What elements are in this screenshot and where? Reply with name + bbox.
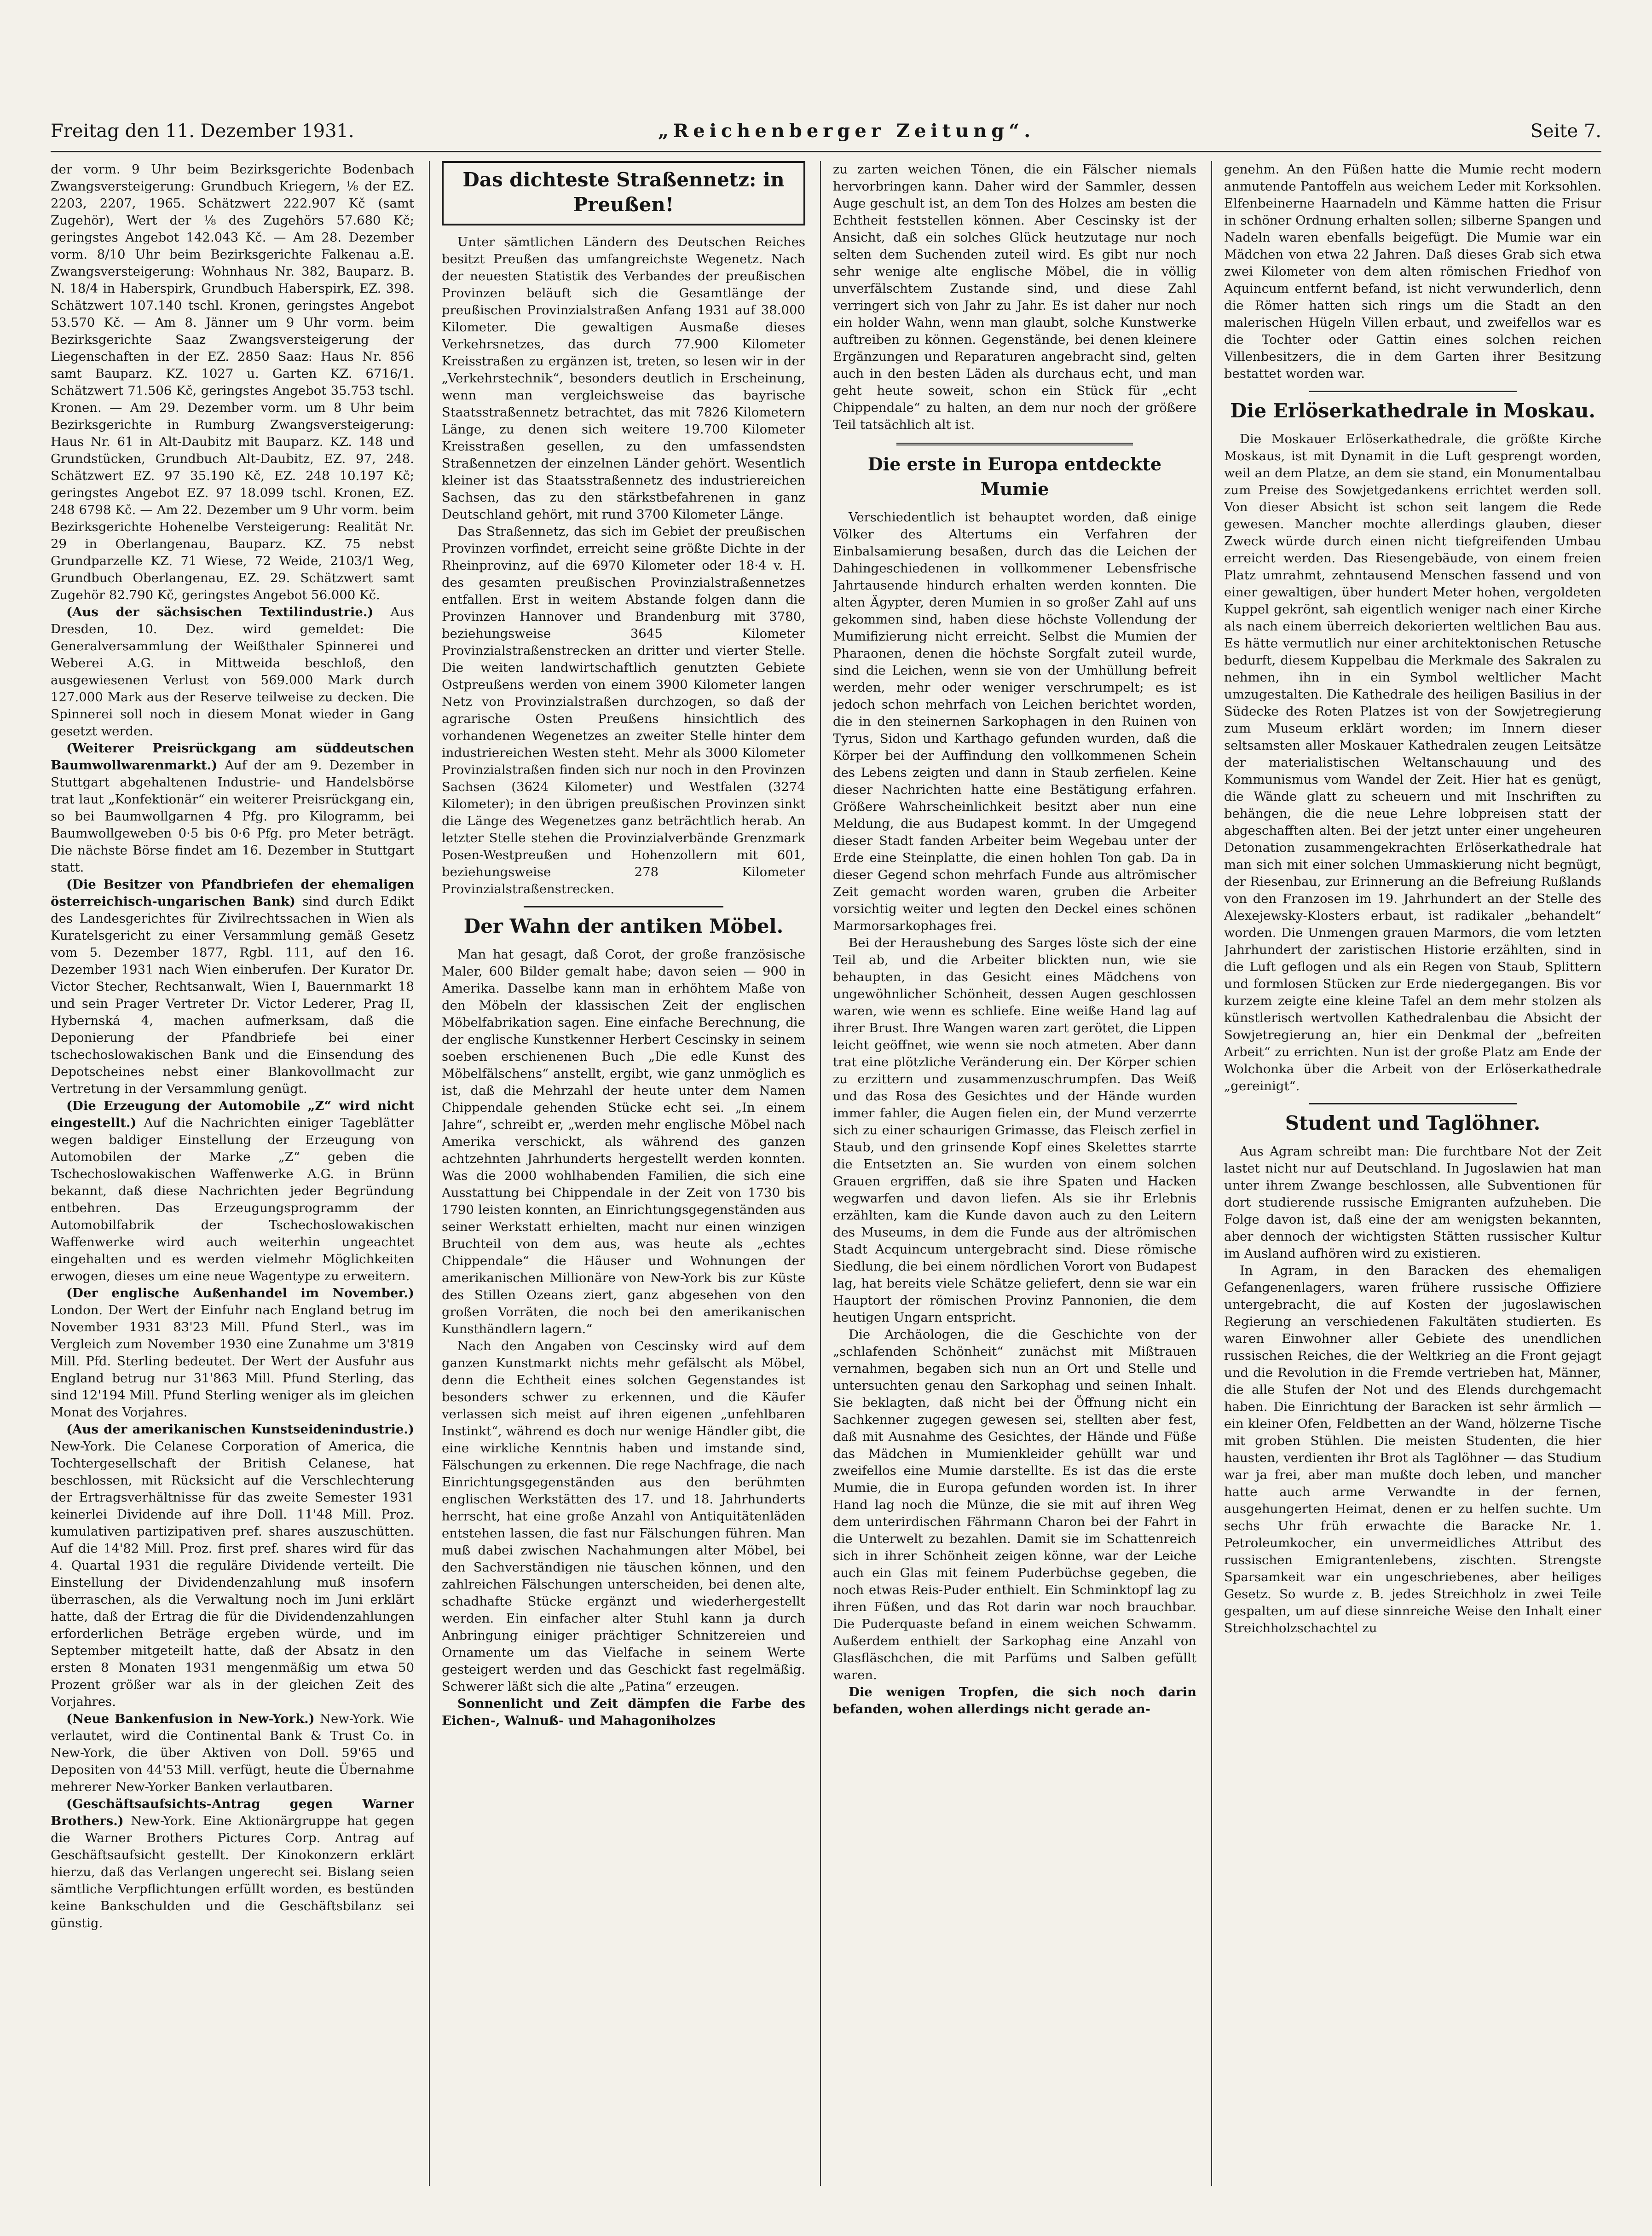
news-item-title: (Die Erzeugung der Automobile „Z“ wird nicht eingestellt.) xyxy=(51,1098,414,1130)
article-text: In Agram, in den Baracken des ehemaligen Gefangenenlagers, waren frühere russische Offiziere untergebracht, die auf Kosten der jugoslawischen Regierung an verschiedenen Fakultäten studierten. Es waren Einwohner aller Gebiete des unendlichen russischen Reiches, die der Weltkrieg an die Front gejagt und die Revolution in die Fremde vertrieben hat, Männer, die alle Stufen der Not und des Elends durchgemacht haben. Die Einrichtung der Baracken ist sehr ärmlich — ein kleiner Ofen, Feldbetten an der Wand, hölzerne Tische mit groben Stühlen. Die meisten Studenten, die hier hausten, verdienten ihr Brot als Taglöhner — das Studium war ja frei, aber man mußte doch leben, und mancher hatte auch arme Verwandte in der fernen, ausgehungerten Heimat, denen er zu helfen suchte. Um sechs Uhr früh erwachte die Baracke Nr. 1. Petroleumkocher, ein unvermeidliches Attribut des russischen Emigrantenlebens, zischten. Strengste Sparsamkeit war ein ungeschriebenes, aber heiliges Gesetz. So wurde z. B. jedes Streichholz in zwei Teile gespalten, um auf diese sinnreiche Weise den Inhalt einer Streichholzschachtel zu xyxy=(1224,1263,1601,1635)
column-divider xyxy=(429,161,430,2186)
article-text: Verschiedentlich ist behauptet worden, daß einige Völker des Altertums ein Verfahren der Einbalsamierung besaßen, durch das die Leichen der Dahingeschiedenen in vollkommener Lebensfrische Jahrtausende hindurch erhalten werden konnten. Die alten Ägypter, deren Mumien in so großer Zahl auf uns gekommen sind, haben diese höchste Vollendung der Mumifizierung nicht erreicht. Selbst die Mumien der Pharaonen, denen die höchste Sorgfalt zuteil wurde, sind die Leichen, wenn sie von der Umhüllung befreit werden, mehr oder weniger verschrumpelt; es ist jedoch schon mehrfach von Leichen berichtet worden, die in den steinernen Sarkophagen in den Ruinen von Tyrus, Sidon und Karthago gefunden wurden, daß die Körper bei der Auffindung den vollkommenen Schein des Lebens zeigten und dann in Staub zerfielen. Keine dieser Nachrichten hatte eine Bestätigung erfahren. Größere Wahrscheinlichkeit besitzt aber nun eine Meldung, die aus Budapest kommt. In der Umgegend dieser Stadt fanden Arbeiter beim Wegebau unter der Erde eine Steinplatte, die einen hohlen Ton gab. Da in dieser Gegend schon mehrfach Funde aus altrömischer Zeit gemacht worden waren, gruben die Arbeiter vorsichtig weiter und legten den Deckel eines schönen Marmorsarkophages frei. xyxy=(833,510,1196,933)
news-item xyxy=(51,1285,414,1421)
news-item xyxy=(51,740,414,876)
article-text: Das Straßennetz, das sich im Gebiet der preußischen Provinzen vorfindet, erreicht seine größte Dichte in der Rheinprovinz, auf die 6970 Kilometer oder 18·4 v. H. des gesamten preußischen Provinzialstraßennetzes entfallen. Erst in weitem Abstande folgen dann die Provinzen Hannover und Brandenburg mit 3780, beziehungsweise 3645 Kilometer Provinzialstraßenstrecken an dritter und vierter Stelle. Die weiten landwirtschaftlich genutzten Gebiete Ostpreußens werden von einem 3900 Kilometer langen Netz von Provinzialstraßen durchzogen, so daß der agrarische Osten Preußens hinsichtlich des vorhandenen Wegenetzes an zweiter Stelle hinter dem industriereichen Westen steht. Mehr als 3000 Kilometer Provinzialstraßen finden sich nur noch in den Provinzen Sachsen (3624 Kilometer) und Westfalen (3274 Kilometer); in den übrigen preußischen Provinzen sinkt die Länge des Wegenetzes ganz beträchtlich herab. An letzter Stelle stehen die Provinzialverbände Grenzmark Posen-Westpreußen und Hohenzollern mit 601, beziehungsweise 278 Kilometer Provinzialstraßenstrecken. xyxy=(442,524,805,896)
newspaper-title: „Reichenberger Zeitung“. xyxy=(658,120,1035,142)
news-item xyxy=(51,1098,414,1285)
headline-box xyxy=(442,161,805,225)
article-text: der vorm. 9 Uhr beim Bezirksgerichte Bodenbach Zwangsversteigerung: Grundbuch Kriegern, ⅛ der EZ. 2203, 2207, 1965. Schätzwert 222.907 Kč (samt Zugehör), Wert der ⅛ des Zugehörs 57.680 Kč; geringstes Angebot 142.043 Kč. — Am 28. Dezember vorm. 8/10 Uhr beim Bezirksgerichte Falkenau a.E. Zwangsversteigerung: Wohnhaus Nr. 382, Bauparz. B. N. 18/4 in Haberspirk, Grundbuch Haberspirk, EZ. 398. Schätzwert 107.140 tschl. Kronen, geringstes Angebot 53.570 Kč. — Am 8. Jänner um 9 Uhr vorm. beim Bezirksgerichte Saaz Zwangsversteigerung der Liegenschaften in der EZ. 2850 Saaz: Haus Nr. 856 samt Bauparz. KZ. 1027 u. Garten KZ. 6716/1. Schätzwert 71.506 Kč, geringstes Angebot 35.753 tschl. Kronen. — Am 29. Dezember vorm. um 8 Uhr beim Bezirksgerichte in Rumburg Zwangsversteigerung: Haus Nr. 61 in Alt-Daubitz mit Bauparz. KZ. 148 und Grundstücken, Grundbuch Alt-Daubitz, EZ. 97, 248. Schätzwert EZ. 97 35.190 Kč, EZ. 248 10.197 Kč; geringstes Angebot EZ. 97 18.099 tschl. Kronen, EZ. 248 6798 Kč. — Am 22. Dezember um 9 Uhr vorm. beim Bezirksgerichte Hohenelbe Versteigerung: Realität Nr. 29 in Oberlangenau, Bauparz. KZ. 75 nebst Grundparzelle KZ. 71 Wiese, 72 Weide, 2103/1 Weg, Grundbuch Oberlangenau, EZ. 29. Schätzwert samt Zugehör 82.790 Kč, geringstes Angebot 56.000 Kč. xyxy=(51,162,414,602)
article-text: Die wenigen Tropfen, die sich noch darin befanden, wohen allerdings nicht gerade an- xyxy=(833,1685,1196,1716)
section-rule xyxy=(1309,391,1517,392)
article-headline: Die Erlöserkathedrale in Moskau. xyxy=(1230,399,1596,422)
news-item xyxy=(51,1421,414,1710)
news-item-text: New-York. Wie verlautet, wird die Continental Bank & Trust Co. in New-York, die über Aktiven von Doll. 59'65 und Depositen von 44'53 Mill. verfügt, heute die Übernahme mehrerer New-Yorker Banken verlautbaren. xyxy=(51,1711,414,1794)
column-divider xyxy=(820,161,821,2186)
masthead xyxy=(51,115,1601,147)
article-text: Nach den Angaben von Cescinsky wird auf dem ganzen Kunstmarkt nichts mehr gefälscht als Möbel, denn die Echtheit eines solchen Gegenstandes ist besonders schwer zu erkennen, und die Käufer verlassen sich meist auf ihren eigenen „unfehlbaren Instinkt“, während es doch nur wenige Händler gibt, die eine wirkliche Kenntnis haben und imstande sind, Fälschungen zu erkennen. Die rege Nachfrage, die nach Einrichtungsgegenständen aus den berühmten englischen Werkstätten des 17. und 18. Jahrhunderts herrscht, hat eine große Anzahl von Antiquitätenläden entstehen lassen, die fast nur Fälschungen führen. Man muß dabei zwischen Nachahmungen alter Möbel, bei den Sachverständigen nie täuschen können, und den zahlreichen Fälschungen unterscheiden, bei denen alte, schadhafte Stücke ergänzt und wiederhergestellt werden. Ein einfacher alter Stuhl kann ja durch Anbringung einiger prächtiger Schnitzereien und Ornamente um das Vielfache in seinem Werte gesteigert werden und das Geschickt fast regelmäßig. Schwerer läßt sich die alte „Patina“ erzeugen. xyxy=(442,1339,805,1694)
news-item-text: New-York. Eine Aktionärgruppe hat gegen die Warner Brothers Pictures Corp. Antrag auf Geschäftsaufsicht gestellt. Der Kinokonzern erklärt hierzu, daß das Verlangen ungerecht sei. Bislang seien sämtliche Verpflichtungen erfüllt worden, es bestünden keine Bankschulden und die Geschäftsbilanz sei günstig. xyxy=(51,1814,414,1930)
column-1 xyxy=(51,161,414,2186)
news-item-title: (Die Besitzer von Pfandbriefen der ehemaligen österreichisch-ungarischen Bank) xyxy=(51,877,414,909)
news-item-text: Auf der am 9. Dezember in Stuttgart abgehaltenen Industrie- und Handelsbörse trat laut „Konfektionär“ ein weiterer Preisrückgang ein, so bei Baumwollgarnen 4 Pfg. pro Kilogramm, bei Baumwollgeweben 0·5 bis 0·6 Pfg. pro Meter beträgt. Die nächste Börse findet am 16. Dezember in Stuttgart statt. xyxy=(51,758,414,875)
masthead-rule xyxy=(51,151,1601,152)
column-3 xyxy=(833,161,1196,2186)
issue-date: Freitag den 11. Dezember 1931. xyxy=(51,121,354,142)
column-2 xyxy=(442,161,805,2186)
article-text: Aus Agram schreibt man: Die furchtbare Not der Zeit lastet nicht nur auf Deutschland. In Jugoslawien hat man unter ihrem Zwange beschlossen, alle Subventionen für dort studierende russische Emigranten aufzuheben. Die Folge davon ist, daß eine der am wenigsten bekannten, aber dennoch der wichtigsten Stätten russischer Kultur im Ausland aufhören wird zu existieren. xyxy=(1224,1144,1601,1261)
newspaper-page xyxy=(51,115,1601,2195)
article-text: Sonnenlicht und Zeit dämpfen die Farbe des Eichen-, Walnuß- und Mahagoniholzes xyxy=(442,1696,805,1728)
news-item xyxy=(51,1796,414,1932)
news-item-title: (Neue Bankenfusion in New-York.) xyxy=(66,1711,315,1726)
news-item xyxy=(51,604,414,740)
column-divider xyxy=(1211,161,1212,2186)
article-headline: Der Wahn der antiken Möbel. xyxy=(463,915,784,937)
article-text: Die Archäologen, die die Geschichte von der „schlafenden Schönheit“ zunächst mit Mißtrauen vernahmen, begaben sich nun an Ort und Stelle und untersuchten genau den Sarkophag und seinen Inhalt. Sie beklagten, daß nicht bei der Öffnung nicht ein Sachkenner zugegen gewesen sei, stellten aber fest, daß mit Ausnahme des Gesichtes, der Hände und Füße das Mädchen in Mumienkleider gehüllt war und zweifellos eine Mumie darstellte. Es ist das die erste Mumie, die in Europa gefunden worden ist. In ihrer Hand lag noch die Münze, die sie mit auf ihren Weg dem unterirdischen Fährmann Charon bei der Fahrt in die Unterwelt zu bezahlen. Damit sie im Schattenreich sich in ihrer Schönheit zeigen könne, war der Leiche auch ein Glas mit feinem Puderbüchse gegeben, die noch etwas Reis-Puder enthielt. Ein Schminktopf lag zu ihren Füßen, und das Rot darin war noch brauchbar. Die Puderquaste befand in einem weichen Schwamm. Außerdem enthielt der Sarkophag eine Anzahl von Glasfläschchen, die mit Parfüms und Salben gefüllt waren. xyxy=(833,1327,1196,1682)
section-rule xyxy=(524,906,724,907)
news-item-title: (Aus der sächsischen Textilindustrie.) xyxy=(66,605,374,619)
article-headline: Die erste in Europa entdeckte Mumie xyxy=(867,454,1162,499)
news-item-text: sind durch Edikt des Landesgerichtes für Zivilrechtssachen in Wien als Kuratelsgericht zu einer Versammlung gemäß Gesetz vom 5. Dezember 1877, Rgbl. 111, auf den 16. Dezember 1931 nach Wien einberufen. Der Kurator Dr. Victor Stecher, Rechtsanwalt, Wien I, Bauernmarkt 18 und sein Prager Vertreter Dr. Victor Lederer, Prag II, Hybernská 4, machen aufmerksam, daß die Deponierung der Pfandbriefe bei einer tschechoslowakischen Bank und die Einsendung des Depotscheines nebst einer Blankovollmacht zur Vertretung in der Versammlung genügt. xyxy=(51,894,414,1096)
column-4 xyxy=(1224,161,1601,2186)
article-text: Unter sämtlichen Ländern des Deutschen Reiches besitzt Preußen das umfangreichste Wegenetz. Nach der neuesten Statistik des Verbandes der preußischen Provinzen beläuft sich die Gesamtlänge der preußischen Provinzialstraßen Anfang 1931 auf 38.000 Kilometer. Die gewaltigen Ausmaße dieses Verkehrsnetzes, das durch 77.900 Kilometer Kreisstraßen zu ergänzen ist, treten, so lesen wir in der „Verkehrstechnik“, besonders deutlich in Erscheinung, wenn man vergleichsweise das bayrische Staatsstraßennetz betrachtet, das mit 7826 Kilometern Länge, zu denen sich weitere 19.700 Kilometer Kreisstraßen gesellen, zu den umfassendsten Straßennetzen der einzelnen Länder gehört. Wesentlich kleiner ist das Staatsstraßennetz des industriereichen Sachsen, das zu den stärkstbefahrenen in ganz Deutschland gehört, mit rund 3700 Kilometer Länge. xyxy=(442,235,805,522)
news-item-title: (Aus der amerikanischen Kunstseidenindustrie.) xyxy=(66,1422,414,1437)
news-item-title: (Weiterer Preisrückgang am süddeutschen Baumwollwarenmarkt.) xyxy=(51,741,414,773)
article-text: zu zarten weichen Tönen, die ein Fälscher niemals hervorbringen kann. Daher wird der Sammler, dessen Auge geschult ist, an dem Ton des Holzes am besten die Echtheit feststellen können. Aber Cescinsky ist der Ansicht, daß ein solches Glück heutzutage nur noch selten dem Suchenden zuteil wird. Es gibt nur noch sehr wenige alte englische Möbel, die in völlig unverfälschtem Zustande sind, und diese Zahl verringert sich von Jahr zu Jahr. Es ist daher nur noch ein holder Wahn, wenn man glaubt, solche Kunstwerke auftreiben zu können. Gegenstände, bei denen kleinere Ergänzungen und Reparaturen angebracht sind, gelten auch in den besten Läden als durchaus echt, und man geht heute soweit, schon ein Stück für „echt Chippendale“ zu halten, an dem nur noch der größere Teil tatsächlich alt ist. xyxy=(833,162,1196,432)
section-rule xyxy=(896,443,1133,445)
page-number: Seite 7. xyxy=(1530,121,1601,142)
section-rule xyxy=(1309,1103,1517,1104)
news-item xyxy=(51,876,414,1098)
news-item-title: (Geschäftsaufsichts-Antrag gegen Warner Brothers.) xyxy=(51,1797,414,1828)
article-headline: Student und Taglöhner. xyxy=(1285,1112,1541,1134)
article-text: Die Moskauer Erlöserkathedrale, die größte Kirche Moskaus, ist mit Dynamit in die Luft gesprengt worden, weil an dem Platze, an dem sie stand, ein Monumentalbau zum Preise des Sowjetgedankens errichtet werden soll. Von dieser Absicht ist schon seit langem die Rede gewesen. Mancher mochte allerdings glauben, dieser Zweck würde durch einen nicht tiefgreifenden Umbau erreicht werden. Das Riesengebäude, von einem freien Platz umrahmt, zehntausend Menschen fassend und von einer gewaltigen, über hundert Meter hohen, vergoldeten Kuppel gekrönt, sah eigentlich weniger nach einer Kirche als nach einem überreich dekorierten weltlichen Bau aus. Es hätte vermutlich nur einer architektonischen Retusche bedurft, diesem Kuppelbau die Merkmale des Sakralen zu nehmen, ihn in ein Symbol weltlicher Macht umzugestalten. Die Kathedrale des heiligen Basilius in der Südecke des Roten Platzes ist von der Sowjetregierung zum Museum erklärt worden; im Innern dieser seltsamsten aller Moskauer Kathedralen zeugen Leitsätze der materialistischen Weltanschauung und des Kommunismus vom Wandel der Zeit. Hier hat es genügt, die Wände glatt zu scheuern und mit Inschriften zu behängen, die die neue Lehre lobpreisen statt der abgeschafften alten. Bei der jetzt unter einer ungeheuren Detonation zusammengekrachten Erlöserkathedrale hat man sich mit einer solchen Ummaskierung nicht begnügt, der Riesenbau, zur Erinnerung an die Befreiung Rußlands von den Franzosen im 19. Jahrhundert an der Stelle des Alexejewsky-Klosters erbaut, ist radikaler „behandelt“ worden. Die Unmengen grauen Marmors, die vom letzten Jahrhundert der zaristischen Historie erzählten, sind in die Luft geflogen und als ein Regen von Staub, Splittern und formlosen Stücken zur Erde niedergegangen. Bis vor kurzem zeigte eine kleine Tafel an dem mehr stolzen als künstlerisch wertvollen Kathedralenbau die Absicht der Sowjetregierung an, hier ein Denkmal der „befreiten Arbeit“ zu errichten. Nun ist der große Platz am Ende der Wolchonka über die Arbeit von der Erlöserkathedrale „gereinigt“. xyxy=(1224,432,1601,1093)
news-item-title: (Der englische Außenhandel im November.) xyxy=(66,1286,414,1300)
article-headline: Das dichteste Straßennetz: in Preußen! xyxy=(462,168,785,216)
news-item xyxy=(51,1710,414,1796)
news-item-text: New-York. Die Celanese Corporation of America, die Tochtergesellschaft der British Celanese, hat beschlossen, mit Rücksicht auf die Verschlechterung der Ertragsverhältnisse für das zweite Semester 1931 keinerlei Dividende auf ihre Doll. 11'48 Mill. Proz. kumulativen partizipativen pref. shares auszuschütten. Auf die 14'82 Mill. Proz. first pref. shares wird für das 4. Quartal 1931 die reguläre Dividende verteilt. Die Einstellung der Dividendenzahlung muß insofern überraschen, als die Verwaltung noch im Juni erklärt hatte, daß der Ertrag die für die Dividendenzahlungen erforderlichen Beträge ergeben würde, und im September mitgeteilt hatte, daß der Absatz in den ersten 8 Monaten 1931 mengenmäßig um etwa 50 Prozent größer war als in der gleichen Zeit des Vorjahres. xyxy=(51,1439,414,1709)
article-text: Man hat gesagt, daß Corot, der große französische Maler, 600 Bilder gemalt habe; davon seien — 900 in Amerika. Dasselbe kann man in erhöhtem Maße von den Möbeln der klassischen Zeit der englischen Möbelfabrikation sagen. Eine einfache Berechnung, die der englische Kunstkenner Herbert Cescinsky in seinem soeben erschienenen Buch „Die edle Kunst des Möbelfälschens“ anstellt, ergibt, wie ganz unmöglich es ist, daß die Mehrzahl der heute unter dem Namen Chippendale gehenden Stücke echt sei. „In einem Jahre“, schreibt er, „werden mehr englische Möbel nach Amerika verschickt, als während des ganzen achtzehnten Jahrhunderts hergestellt werden konnten. Was die 2000 wohlhabenden Familien, die sich eine Ausstattung bei Chippendale in der Zeit von 1730 bis 1790 leisten konnten, an Einrichtungsgegenständen aus seiner Werkstatt erhielten, macht nur einen winzigen Bruchteil von dem aus, was heute als „echtes Chippendale“ die Häuser und Wohnungen der amerikanischen Millionäre von New-York bis zur Küste des Stillen Ozeans ziert, ganz abgesehen von den großen Vorräten, die noch bei den amerikanischen Kunsthändlern lagern.“ xyxy=(442,947,805,1336)
news-item-text: Aus Dresden, 10. Dez. wird gemeldet: Die Generalversammlung der Weißthaler Spinnerei und Weberei A.G. in Mittweida beschloß, den ausgewiesenen Verlust von 569.000 Mark durch 127.000 Mark aus der Reserve teilweise zu decken. Die Spinnerei soll noch in diesem Monat wieder in Gang gesetzt werden. xyxy=(51,605,414,739)
article-text: Bei der Heraushebung des Sarges löste sich der eine Teil ab, und die Arbeiter blickten nun, wie sie behaupten, in das Gesicht eines Mädchens von ungewöhnlicher Schönheit, dessen Augen geschlossen waren, wie wenn es schliefe. Eine weiße Hand lag auf ihrer Brust. Ihre Wangen waren zart gerötet, die Lippen leicht geöffnet, wie wenn sie noch atmeten. Aber dann trat eine plötzliche Veränderung ein. Der Körper schien zu erzittern und zusammenzuschrumpfen. Das Weiß und das Rosa des Gesichtes und der Hände wurden immer fahler, die Augen fielen ein, der Mund verzerrte sich zu einer schaurigen Grimasse, das Fleisch zerfiel in Staub, und den grinsende Kopf eines Skelettes starrte die Entsetzten an. Sie wurden von einem solchen Grauen ergriffen, daß sie ihre Spaten und Hacken wegwarfen und davon liefen. Als sie ihr Erlebnis erzählten, kam die Kunde davon auch zu den Leitern des Museums, in dem die Funde aus der altrömischen Stadt Acquincum untergebracht sind. Diese römische Siedlung, die bei einem nördlichen Vorort von Budapest lag, hat bereits viele Schätze geliefert, denn sie war ein Hauptort der römischen Provinz Pannonien, die dem heutigen Ungarn entspricht. xyxy=(833,936,1196,1325)
news-item-text: London. Der Wert der Einfuhr nach England betrug im November 1931 83'23 Mill. Pfund Sterl., was im Vergleich zum November 1930 eine Zunahme um 3'819 Mill. Pfd. Sterling bedeutet. Der Wert der Ausfuhr aus England betrug nur 31'863 Mill. Pfund Sterling, das sind 12'194 Mill. Pfund Sterling weniger als im gleichen Monat des Vorjahres. xyxy=(51,1303,414,1420)
news-item-text: Auf die Nachrichten einiger Tageblätter wegen baldiger Einstellung der Erzeugung von Automobilen der Marke „Z“ geben die Tschechoslowakischen Waffenwerke A.G. in Brünn bekannt, daß diese Nachrichten jeder Begründung entbehren. Das Erzeugungsprogramm der Automobilfabrik der Tschechoslowakischen Waffenwerke wird auch weiterhin ungeachtet eingehalten und es werden vielmehr Möglichkeiten erwogen, dieses um eine neue Wagentype zu erweitern. xyxy=(51,1115,414,1283)
article-text: genehm. An den Füßen hatte die Mumie recht modern anmutende Pantoffeln aus weichem Leder mit Korksohlen. Elfenbeinerne Haarnadeln und Kämme hatten die Frisur in schöner Ordnung erhalten sollen; silberne Spangen und Nadeln waren ebenfalls beigefügt. Die Mumie war ein Mädchen von etwa 22 Jahren. Daß dieses Grab sich etwa zwei Kilometer von dem alten römischen Friedhof von Aquincum entfernt befand, ist nicht verwunderlich, denn die Römer hatten sich rings um die Stadt an den malerischen Hügeln Villen erbaut, und zweifellos war es die Tochter oder Gattin eines solchen reichen Villenbesitzers, die in dem Garten ihrer Besitzung bestattet worden war. xyxy=(1224,162,1601,381)
